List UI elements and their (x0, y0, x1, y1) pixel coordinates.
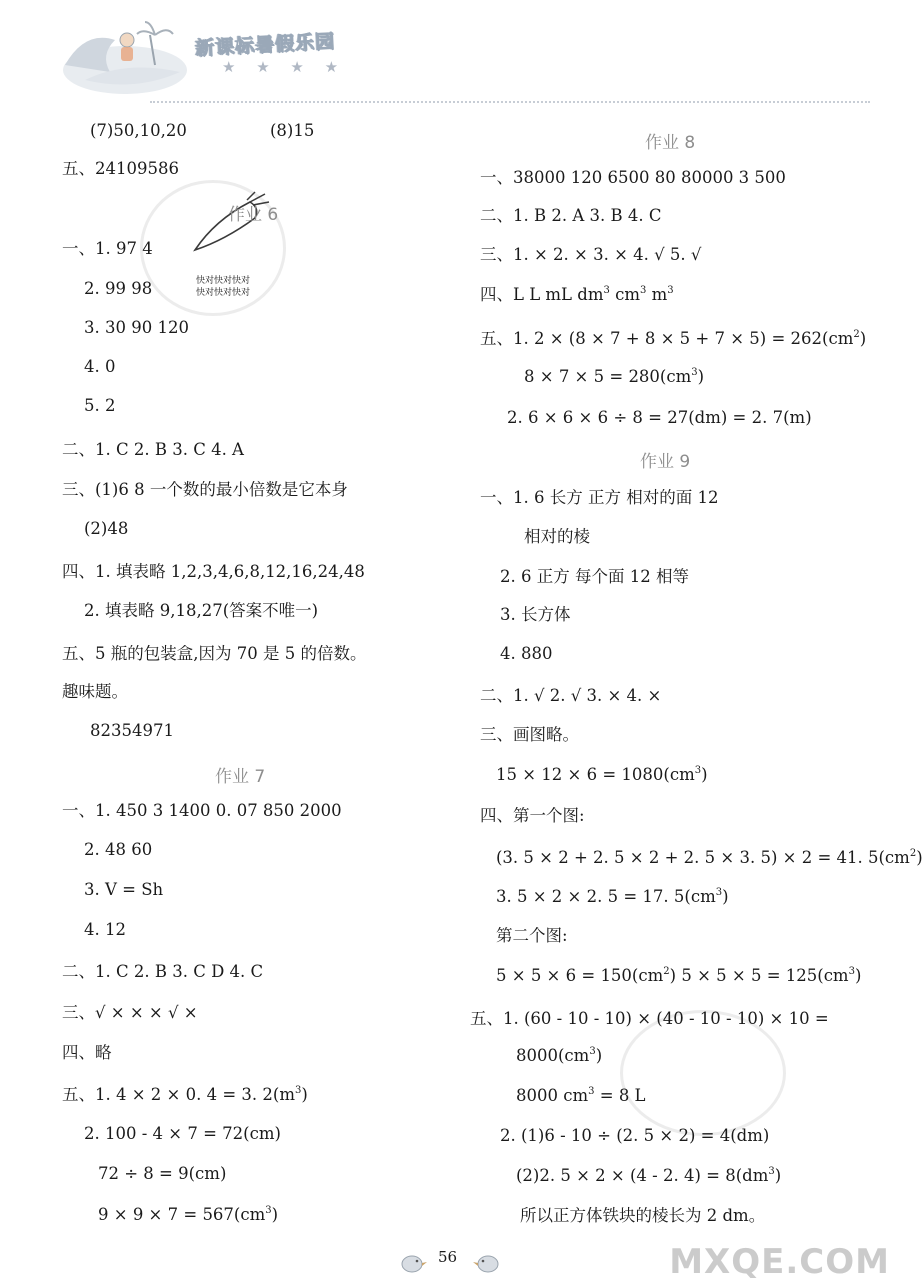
answer-line: 2. 6 正方 每个面 12 相等 (500, 567, 689, 586)
answer-line: 2. 100 - 4 × 7 = 72(cm) (84, 1124, 281, 1143)
answer-line: 五、1. (60 - 10 - 10) × (40 - 10 - 10) × 10 = (470, 1009, 829, 1028)
answer-line: 3. 5 × 2 × 2. 5 = 17. $5(cm^3)$ (496, 887, 729, 906)
answer-line: 2. 6 × 6 × 6 ÷ 8 = 27(dm) = 2. 7(m) (507, 408, 812, 427)
answer-line: 五、24109586 (62, 159, 179, 178)
answer-line: 一、1. 450 3 1400 0. 07 850 2000 (62, 801, 342, 820)
section-title-hw7: 作业 7 (215, 767, 266, 787)
section-title-hw8: 作业 8 (645, 133, 696, 153)
header-divider (150, 101, 870, 103)
answer-line: 四、1. 填表略 1,2,3,4,6,8,12,16,24,48 (62, 562, 365, 581)
answer-line: 3. 30 90 120 (84, 318, 189, 337)
answer-line: 2. 99 98 (84, 279, 153, 298)
watermark-text: MXQE.COM (669, 1242, 890, 1282)
answer-line: 趣味题。 (62, 682, 128, 701)
answer-line: 所以正方体铁块的棱长为 2 dm。 (520, 1206, 766, 1225)
surfer-illustration (55, 10, 195, 100)
answer-line: 三、1. × 2. × 3. × 4. √ 5. √ (480, 245, 702, 264)
answer-line: 2. 填表略 9,18,27(答案不唯一) (84, 601, 319, 620)
answer-line: 4. 0 (84, 357, 116, 376)
answer-line: 五、5 瓶的包装盒,因为 70 是 5 的倍数。 (62, 644, 367, 663)
answer-line: (2)48 (84, 519, 129, 538)
answer-line: 三、(1)6 8 一个数的最小倍数是它本身 (62, 480, 348, 499)
answer-line: 一、1. 97 4 (62, 239, 153, 258)
answer-line: 二、1. √ 2. √ 3. × 4. × (480, 686, 662, 705)
answer-line: 四、L L mL $dm^3$ $cm^3$ $m^3$ (480, 285, 674, 304)
answer-line: 二、1. B 2. A 3. B 4. C (480, 206, 662, 225)
answer-line: 4. 12 (84, 920, 126, 939)
answer-line: 一、1. 6 长方 正方 相对的面 12 (480, 488, 719, 507)
answer-line: $15 \times 12 \times 6 = 1080(cm^3)$ (496, 765, 708, 784)
stamp-text: 快对快对快对 (196, 288, 251, 298)
answer-line: 五、1. 4 × 2 × 0. 4 = 3. $2(m^3)$ (62, 1085, 308, 1104)
section-title-hw9: 作业 9 (640, 452, 691, 472)
answer-line: 第二个图: (496, 926, 568, 945)
answer-line: 一、38000 120 6500 80 80000 3 500 (480, 168, 786, 187)
answer-line: 4. 880 (500, 644, 553, 663)
answer-line: 相对的棱 (524, 527, 590, 546)
book-title: 新课标暑假乐园 (194, 30, 336, 60)
answer-line: 8000 $cm^3 = 8$ L (516, 1086, 646, 1105)
header-stars: ★ ★ ★ ★ (222, 58, 347, 76)
answer-line: 2. 48 60 (84, 840, 153, 859)
answer-line: 四、略 (62, 1043, 112, 1062)
answer-line: 四、第一个图: (480, 806, 585, 825)
answer-line: 三、画图略。 (480, 725, 579, 744)
answer-line: (3. 5 × 2 + 2. 5 × 2 + 2. 5 × 3. 5) × 2 = 41. $5(cm^2)$ (496, 848, 923, 867)
answer-line: (7)50,10,20 (90, 121, 187, 140)
answer-line: (8)15 (270, 121, 315, 140)
section-title-hw6: 作业 6 (228, 205, 279, 225)
answer-line: 三、√ × × × √ × (62, 1003, 198, 1022)
answer-line: 3. 长方体 (500, 605, 571, 624)
answer-line: $8 \times 7 \times 5 = 280(cm^3)$ (524, 367, 705, 386)
answer-line: $8000(cm^3)$ (516, 1046, 603, 1065)
answer-line: 二、1. C 2. B 3. C 4. A (62, 440, 244, 459)
answer-line: 二、1. C 2. B 3. C D 4. C (62, 962, 264, 981)
answer-line: 72 ÷ 8 = 9(cm) (98, 1164, 227, 1183)
answer-line: 5. 2 (84, 396, 116, 415)
answer-line: 2. (1)6 - 10 ÷ (2. 5 × 2) = 4(dm) (500, 1126, 770, 1145)
stamp-text: 快对快对快对 (196, 276, 251, 286)
answer-line: 3. V = Sh (84, 880, 164, 899)
answer-line: 五、1. $2 \times (8 \times 7 + 8 \times 5 + 7 \times 5) = 262(cm^2)$ (480, 329, 867, 348)
page-number: 56 (438, 1248, 458, 1266)
answer-line: $9 \times 9 \times 7 = 567(cm^3)$ (98, 1205, 279, 1224)
answer-line: (2)2. 5 × 2 × (4 - 2. $4) = 8(dm^3)$ (516, 1166, 782, 1185)
answer-line: $5 \times 5 \times 6 = 150(cm^2) 5 \times 5 \times 5 = 125(cm^3)$ (496, 966, 862, 985)
answer-line: 82354971 (90, 721, 174, 740)
